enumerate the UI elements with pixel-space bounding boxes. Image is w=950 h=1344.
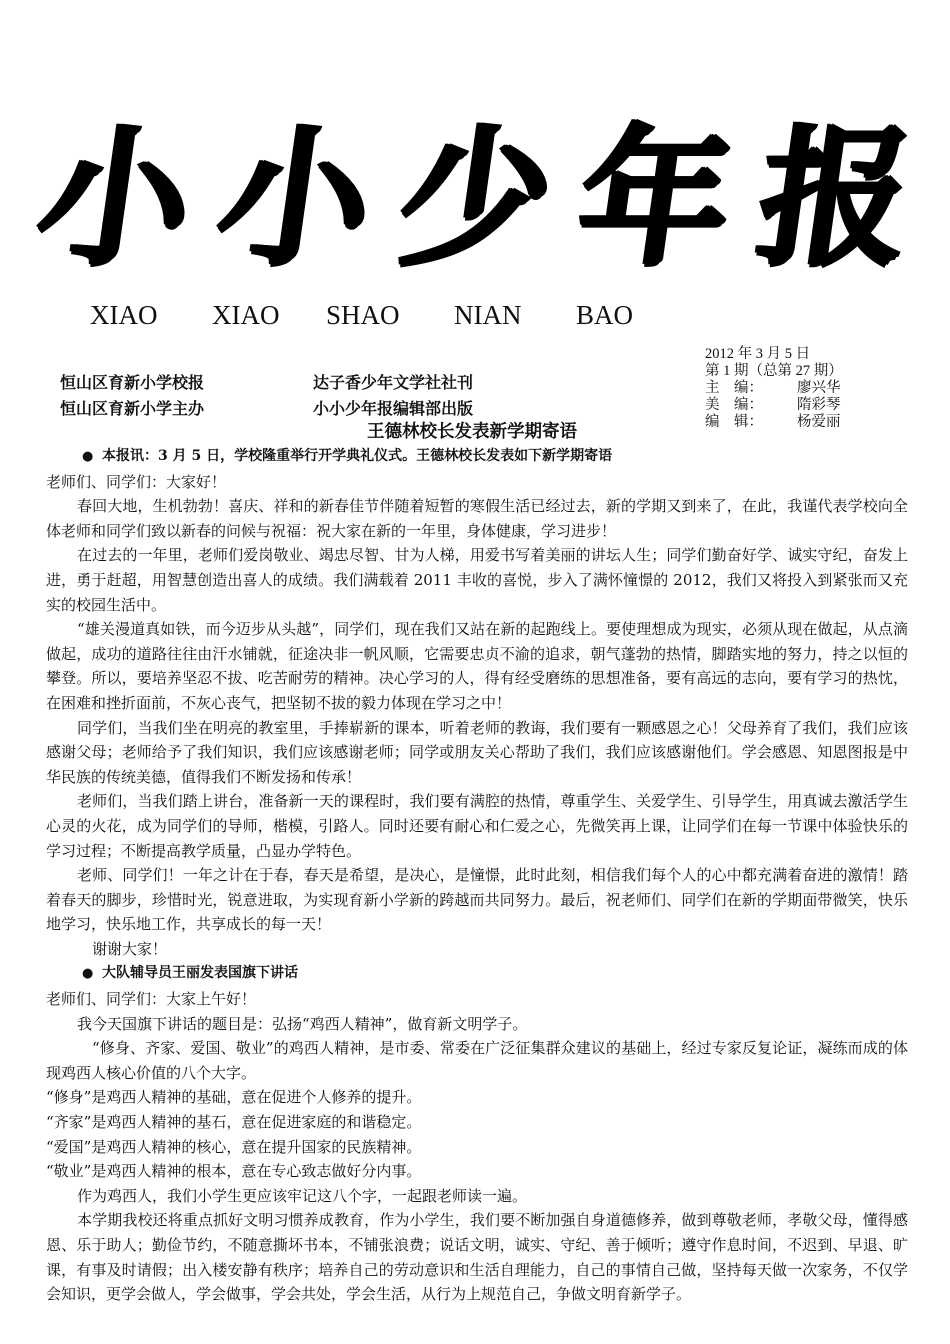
school-paper-label: 恒山区育新小学校报: [60, 373, 205, 392]
masthead-char: 年: [567, 109, 743, 286]
greeting: 老师们、同学们：大家好！: [46, 472, 227, 491]
masthead-char: 少: [387, 109, 563, 286]
article-lead: ● 本报讯：3 月 5 日，学校隆重举行开学典礼仪式。王德林校长发表如下新学期寄语: [46, 444, 908, 470]
spirit-point: “敬业”是鸡西人精神的根本，意在专心致志做好分内事。: [46, 1162, 422, 1181]
article-headline: 王德林校长发表新学期寄语: [367, 422, 577, 442]
organizer-label: 恒山区育新小学主办: [60, 399, 205, 418]
greeting: 老师们、同学们：大家上午好！: [46, 990, 257, 1009]
staff-name: 廖兴华: [797, 380, 841, 396]
paragraph: 我今天国旗下讲话的题目是：弘扬“鸡西人精神”，做育新文明学子。: [77, 1014, 528, 1033]
bullet-icon: ●: [82, 449, 94, 464]
paragraph: 同学们，当我们坐在明亮的教室里，手捧崭新的课本，听着老师的教诲，我们要有一颗感恩之心！父母养育了我们，我们应该感谢父母；老师给予了我们知识，我们应该感谢老师；同学或朋友关心帮助了我们，我们应该感谢他们。学会感恩、知恩图报是中华民族的传统美德，值得我们不断发扬和传承！: [46, 718, 908, 786]
staff-role: 编 辑：: [705, 414, 763, 430]
masthead-char: 小: [27, 109, 203, 286]
pinyin-word: XIAO: [212, 300, 280, 330]
spirit-point: “爱国”是鸡西人精神的核心，意在提升国家的民族精神。: [46, 1137, 422, 1156]
closing: 谢谢大家！: [92, 939, 168, 958]
staff-row: [705, 397, 905, 414]
bullet-icon: ●: [82, 966, 94, 982]
pinyin-word: XIAO: [90, 300, 158, 330]
staff-name: 隋彩琴: [797, 397, 841, 413]
issue-number: 第 1 期（总第 27 期）: [705, 363, 843, 379]
masthead-title: [27, 100, 923, 295]
section-heading: ● 大队辅导员王丽发表国旗下讲话: [46, 961, 908, 987]
paragraph: “雄关漫道真如铁，而今迈步从头越”，同学们，现在我们又站在新的起跑线上。要使理想成为现实，必须从现在做起，从点滴做起，成功的道路往往由汗水铺就，征途决非一帆风顺，它需要忠贞不渝的追求，朝气蓬勃的热情，脚踏实地的努力，持之以恒的攀登。所以，要培养坚忍不拔、吃苦耐劳的精神。决心学习的人，得有经受磨练的思想准备，要有高远的志向，要有学习的热忱，在困难和挫折面前，不灰心丧气，把坚韧不拔的毅力体现在学习之中！: [46, 620, 908, 712]
paragraph: 老师、同学们！一年之计在于春，春天是希望，是决心，是憧憬，此时此刻，相信我们每个人的心中都充满着奋进的激情！踏着春天的脚步，珍惜时光，锐意进取，为实现育新小学新的跨越而共同努力。最后，祝老师们、同学们在新的学期面带微笑，快乐地学习，快乐地工作，共享成长的每一天！: [46, 866, 908, 934]
spirit-point: “修身”是鸡西人精神的基础，意在促进个人修养的提升。: [46, 1088, 422, 1107]
staff-role: 美 编：: [705, 397, 763, 413]
paragraph: 本学期我校还将重点抓好文明习惯养成教育，作为小学生，我们要不断加强自身道德修养，做到尊敬老师，孝敬父母，懂得感恩、乐于助人；勤俭节约，不随意撕坏书本，不铺张浪费；说话文明，诚实、守纪、善于倾听；遵守作息时间，不迟到、早退、旷课，有事及时请假；出入楼安静有秩序；培养自己的劳动意识和生活自理能力，自己的事情自己做，坚持每天做一次家务，不仅学会知识，更学会做人，学会做事，学会共处，学会生活，从行为上规范自己，争做文明育新学子。: [46, 1211, 908, 1304]
staff-role: 主 编：: [705, 380, 763, 396]
paragraph: 春回大地，生机勃勃！喜庆、祥和的新春佳节伴随着短暂的寒假生活已经过去，新的学期又到来了，在此，我谨代表学校向全体老师和同学们致以新春的问候与祝福：祝大家在新的一年里，身体健康，学习进步！: [46, 497, 908, 540]
staff-row: [705, 380, 905, 397]
pinyin-word: NIAN: [454, 300, 522, 330]
paragraph: “修身、齐家、爱国、敬业”的鸡西人精神，是市委、常委在广泛征集群众建议的基础上，经过专家反复论证，凝练而成的体现鸡西人核心价值的八个大字。: [46, 1039, 908, 1082]
literary-club-label: 达子香少年文学社社刊: [313, 373, 474, 392]
masthead-char: 报: [747, 109, 923, 286]
pinyin-word: BAO: [576, 300, 634, 330]
publisher-label: 小小少年报编辑部出版: [313, 399, 474, 418]
masthead-char: 小: [207, 109, 383, 286]
article-body: [46, 444, 908, 1307]
spirit-point: “齐家”是鸡西人精神的基石，意在促进家庭的和谐稳定。: [46, 1113, 422, 1132]
paragraph: 老师们，当我们踏上讲台，准备新一天的课程时，我们要有满腔的热情，尊重学生、关爱学生、引导学生，用真诚去激活学生心灵的火花，成为同学们的导师，楷模，引路人。同时还要有耐心和仁爱之心，先微笑再上课，让同学们在每一节课中体验快乐的学习过程；不断提高教学质量，凸显办学特色。: [46, 792, 908, 860]
sponsor-line: [60, 370, 473, 393]
masthead-pinyin: [90, 300, 633, 340]
staff-name: 杨爱丽: [797, 414, 841, 430]
sponsor-line: [60, 396, 473, 419]
issue-date: 2012 年 3 月 5 日: [705, 346, 811, 362]
paragraph: 作为鸡西人，我们小学生更应该牢记这八个字，一起跟老师读一遍。: [77, 1186, 528, 1205]
pinyin-word: SHAO: [326, 300, 400, 330]
paragraph: 在过去的一年里，老师们爱岗敬业、竭忠尽智、甘为人梯，用爱书写着美丽的讲坛人生；同学们勤奋好学、诚实守纪，奋发上进，勇于赶超，用智慧创造出喜人的成绩。我们满载着 2011 丰收的喜悦，步入了满怀憧憬的 2012，我们又将投入到紧张而又充实的校园生活中。: [46, 546, 908, 614]
